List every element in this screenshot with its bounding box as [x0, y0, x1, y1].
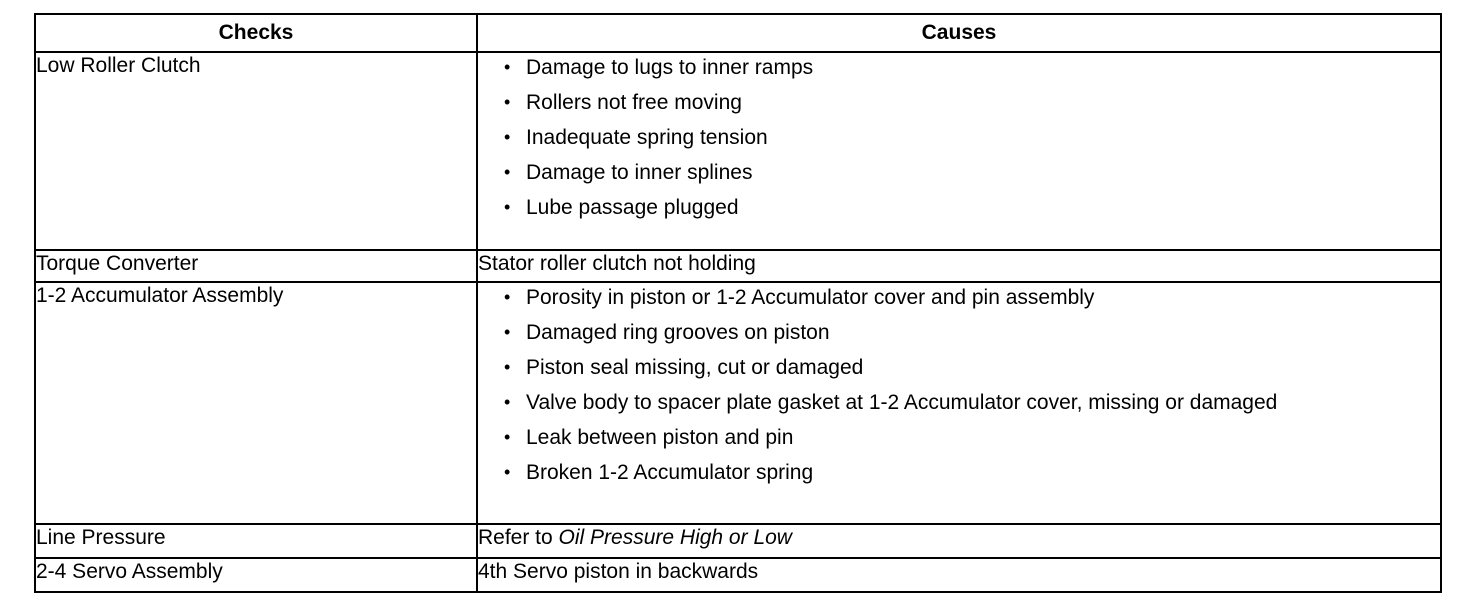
check-cell: 2-4 Servo Assembly: [35, 558, 477, 592]
table-row: [35, 282, 1441, 524]
cause-text: Damage to inner splines: [526, 161, 753, 184]
cause-text: Valve body to spacer plate gasket at 1-2 Accumulator cover, missing or damaged: [526, 391, 1278, 414]
list-item: [478, 195, 1440, 220]
cause-cell: [477, 524, 1441, 558]
bullet-icon: •: [504, 92, 511, 112]
table-header-row: [35, 14, 1441, 52]
table-row: [35, 524, 1441, 558]
check-cell: Low Roller Clutch: [35, 52, 477, 250]
cause-text: Damage to lugs to inner ramps: [526, 56, 814, 79]
bullet-icon: •: [504, 287, 511, 307]
table-row: [35, 250, 1441, 282]
list-item: [478, 160, 1440, 185]
causes-list: [478, 283, 1440, 489]
bullet-icon: •: [504, 57, 511, 77]
diagnosis-table: [34, 13, 1442, 593]
bullet-icon: •: [504, 427, 511, 447]
list-item: [478, 125, 1440, 150]
cause-text: Leak between piston and pin: [526, 426, 794, 449]
list-item: [478, 460, 1440, 485]
bullet-icon: •: [504, 357, 511, 377]
bullet-icon: •: [504, 462, 511, 482]
table-row: [35, 52, 1441, 250]
list-item: [478, 285, 1440, 310]
header-checks: Checks: [35, 14, 477, 52]
cause-text: Piston seal missing, cut or damaged: [526, 356, 864, 379]
list-item: [478, 390, 1440, 415]
cause-text: Rollers not free moving: [526, 91, 742, 114]
list-item: [478, 55, 1440, 80]
list-item: [478, 355, 1440, 380]
cause-text: Damaged ring grooves on piston: [526, 321, 830, 344]
check-cell: 1-2 Accumulator Assembly: [35, 282, 477, 524]
header-causes: Causes: [477, 14, 1441, 52]
check-cell: Torque Converter: [35, 250, 477, 282]
cause-cell: Stator roller clutch not holding: [477, 250, 1441, 282]
table-row: [35, 558, 1441, 592]
cause-text: Broken 1-2 Accumulator spring: [526, 461, 814, 484]
list-item: [478, 425, 1440, 450]
bullet-icon: •: [504, 322, 511, 342]
cause-prefix: Refer to: [478, 526, 559, 549]
bullet-icon: •: [504, 197, 511, 217]
bullet-icon: •: [504, 392, 511, 412]
cross-reference: Oil Pressure High or Low: [558, 526, 792, 549]
cause-text: Inadequate spring tension: [526, 126, 768, 149]
list-item: [478, 320, 1440, 345]
cause-cell: 4th Servo piston in backwards: [477, 558, 1441, 592]
list-item: [478, 90, 1440, 115]
bullet-icon: •: [504, 127, 511, 147]
check-cell: Line Pressure: [35, 524, 477, 558]
causes-cell: [477, 282, 1441, 524]
cause-text: Lube passage plugged: [526, 196, 739, 219]
causes-cell: [477, 52, 1441, 250]
bullet-icon: •: [504, 162, 511, 182]
causes-list: [478, 53, 1440, 224]
cause-text: Porosity in piston or 1-2 Accumulator cover and pin assembly: [526, 286, 1095, 309]
